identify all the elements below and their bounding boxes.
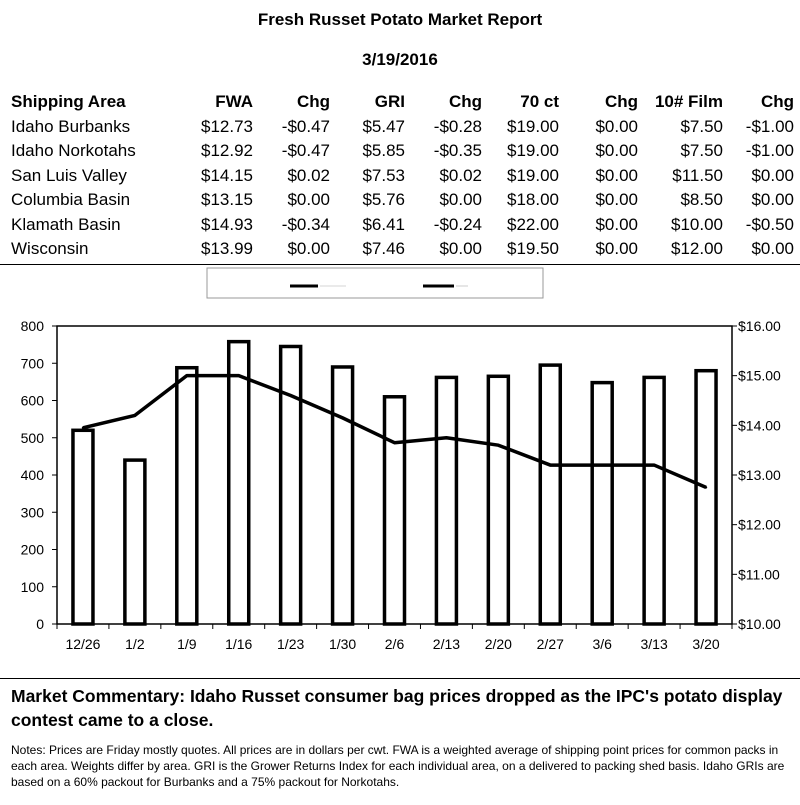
x-tick-label: 2/6 — [384, 636, 405, 652]
y-left-tick-label: 600 — [20, 392, 44, 409]
table-cell: $0.00 — [287, 239, 330, 259]
table-cell: $12.73 — [201, 116, 253, 136]
bar — [385, 397, 405, 624]
table-cell: $7.46 — [362, 239, 405, 259]
x-tick-label: 1/30 — [328, 636, 357, 652]
y-right-tick-label: $13.00 — [738, 467, 781, 483]
table-cell: $0.00 — [751, 239, 794, 259]
table-cell: $7.50 — [680, 141, 723, 161]
x-tick-label: 12/26 — [65, 636, 101, 652]
price-point — [393, 442, 395, 444]
table-cell: $19.00 — [507, 141, 559, 161]
table-cell: $0.02 — [439, 165, 482, 185]
price-point — [705, 486, 707, 488]
x-tick-label: 2/27 — [536, 636, 564, 652]
table-cell: $0.00 — [595, 239, 638, 259]
col-header-gri-chg: Chg — [448, 92, 482, 112]
y-right-tick-label: $11.00 — [738, 566, 780, 583]
table-cell: $7.53 — [362, 165, 405, 185]
price-point — [653, 464, 655, 466]
bar — [229, 342, 249, 624]
notes: Notes: Prices are Friday mostly quotes. All prices are in dollars per cwt. FWA is a weighted average of shipping point prices for common packs in each area. Weights differ by area. GRI is the Grower Returns Index for each individual area, on a delivered to packing shed basis. Idaho GRIs are based on a 60% packout for Burbanks and a 75% packout for Norkotahs. — [11, 743, 785, 789]
table-cell: $14.93 — [201, 214, 253, 234]
divider-bottom — [0, 678, 800, 679]
x-tick-label: 3/13 — [640, 636, 668, 652]
y-right-tick-label: $16.00 — [738, 318, 781, 334]
y-left-tick-label: 100 — [20, 578, 44, 595]
x-tick-label: 1/23 — [277, 636, 305, 652]
price-point — [497, 444, 499, 446]
table-cell: -$1.00 — [745, 141, 794, 161]
col-header-70ct: 70 ct — [520, 92, 559, 112]
price-point — [186, 374, 188, 376]
bar — [333, 367, 353, 624]
price-point — [289, 394, 291, 396]
table-cell: $0.00 — [595, 190, 638, 210]
table-cell-area: Idaho Burbanks — [11, 116, 131, 136]
table-cell: $11.50 — [672, 165, 723, 185]
table-cell: $0.00 — [595, 116, 638, 136]
price-point — [134, 414, 136, 416]
x-tick-label: 3/20 — [692, 636, 720, 652]
table-cell: $7.50 — [680, 116, 723, 136]
bar — [696, 371, 716, 624]
table-cell: $5.85 — [362, 141, 405, 161]
bar — [592, 383, 612, 624]
y-right-tick-label: $12.00 — [738, 516, 781, 533]
table-cell: $19.50 — [507, 239, 559, 259]
y-right-tick-label: $15.00 — [738, 367, 781, 384]
price-point — [601, 464, 603, 466]
x-tick-label: 1/16 — [225, 636, 253, 652]
bar — [177, 368, 197, 624]
market-commentary: Market Commentary: Idaho Russet consumer bag prices dropped as the IPC's potato display contest came to a close. — [11, 686, 783, 730]
table-cell: $0.00 — [595, 214, 638, 234]
table-cell-area: Columbia Basin — [11, 190, 131, 210]
table-cell: $0.00 — [751, 190, 794, 210]
table-cell: -$0.47 — [281, 141, 330, 161]
bar — [488, 376, 508, 624]
table-cell: $13.99 — [201, 239, 253, 259]
table-cell: $12.92 — [201, 141, 253, 161]
table-cell-area: Wisconsin — [11, 239, 89, 259]
price-point — [238, 374, 240, 376]
y-left-tick-label: 300 — [20, 504, 44, 521]
table-cell-area: Klamath Basin — [11, 214, 121, 234]
table-cell: $0.00 — [751, 165, 794, 185]
col-header-fwa-chg: Chg — [296, 92, 330, 112]
table-cell: $19.00 — [507, 165, 559, 185]
price-point — [549, 464, 551, 466]
y-right-tick-label: $10.00 — [738, 616, 781, 632]
x-tick-label: 1/2 — [125, 636, 145, 652]
table-cell: -$0.28 — [433, 116, 482, 136]
bar — [436, 377, 456, 624]
table-cell: -$1.00 — [745, 116, 794, 136]
table-cell: -$0.47 — [281, 116, 330, 136]
table-cell: $0.00 — [595, 141, 638, 161]
col-header-film-chg: Chg — [760, 92, 794, 112]
col-header-fwa: FWA — [215, 92, 253, 112]
x-tick-label: 1/9 — [177, 636, 197, 652]
table-cell-area: Idaho Norkotahs — [11, 141, 136, 161]
col-header-shipping-area: Shipping Area — [11, 92, 126, 112]
y-left-tick-label: 800 — [20, 318, 44, 334]
bar — [540, 365, 560, 624]
y-left-tick-label: 500 — [20, 429, 44, 446]
y-right-tick-label: $14.00 — [738, 417, 781, 434]
table-cell: $0.00 — [287, 190, 330, 210]
price-point — [341, 417, 343, 419]
table-cell: $6.41 — [362, 214, 405, 234]
table-cell: $0.00 — [595, 165, 638, 185]
y-left-tick-label: 0 — [36, 616, 44, 632]
report-date: 3/19/2016 — [362, 50, 438, 69]
col-header-10lb-film: 10# Film — [654, 92, 723, 112]
price-point — [82, 427, 84, 429]
table-cell: $19.00 — [507, 116, 559, 136]
table-cell: -$0.24 — [433, 214, 482, 234]
table-cell: $0.00 — [439, 239, 482, 259]
bar — [125, 460, 145, 624]
y-left-tick-label: 200 — [20, 541, 44, 558]
table-cell: $13.15 — [201, 190, 253, 210]
price-point — [445, 437, 447, 439]
legend-box — [207, 268, 543, 298]
report-title: Fresh Russet Potato Market Report — [257, 10, 543, 29]
table-cell: -$0.35 — [433, 141, 482, 161]
x-tick-label: 2/13 — [432, 636, 461, 652]
table-cell: -$0.50 — [745, 214, 794, 234]
table-cell: $0.00 — [439, 190, 482, 210]
col-header-70ct-chg: Chg — [604, 92, 638, 112]
table-cell: $8.50 — [680, 190, 723, 210]
table-cell: $0.02 — [287, 165, 330, 185]
table-cell: $18.00 — [507, 190, 559, 210]
table-cell: $10.00 — [671, 214, 723, 234]
bar — [281, 346, 301, 624]
bar — [644, 377, 664, 624]
col-header-gri: GRI — [374, 92, 405, 112]
x-tick-label: 3/6 — [592, 636, 612, 652]
y-left-tick-label: 700 — [20, 355, 44, 372]
y-left-tick-label: 400 — [20, 467, 44, 483]
table-cell: $5.47 — [362, 116, 405, 136]
table-cell: $5.76 — [362, 190, 405, 210]
bar — [73, 430, 93, 624]
table-cell: $14.15 — [201, 165, 253, 185]
table-cell: $12.00 — [671, 239, 723, 259]
table-cell: -$0.34 — [281, 214, 330, 234]
x-tick-label: 2/20 — [484, 636, 512, 652]
table-cell-area: San Luis Valley — [11, 165, 127, 185]
table-cell: $22.00 — [507, 214, 559, 234]
